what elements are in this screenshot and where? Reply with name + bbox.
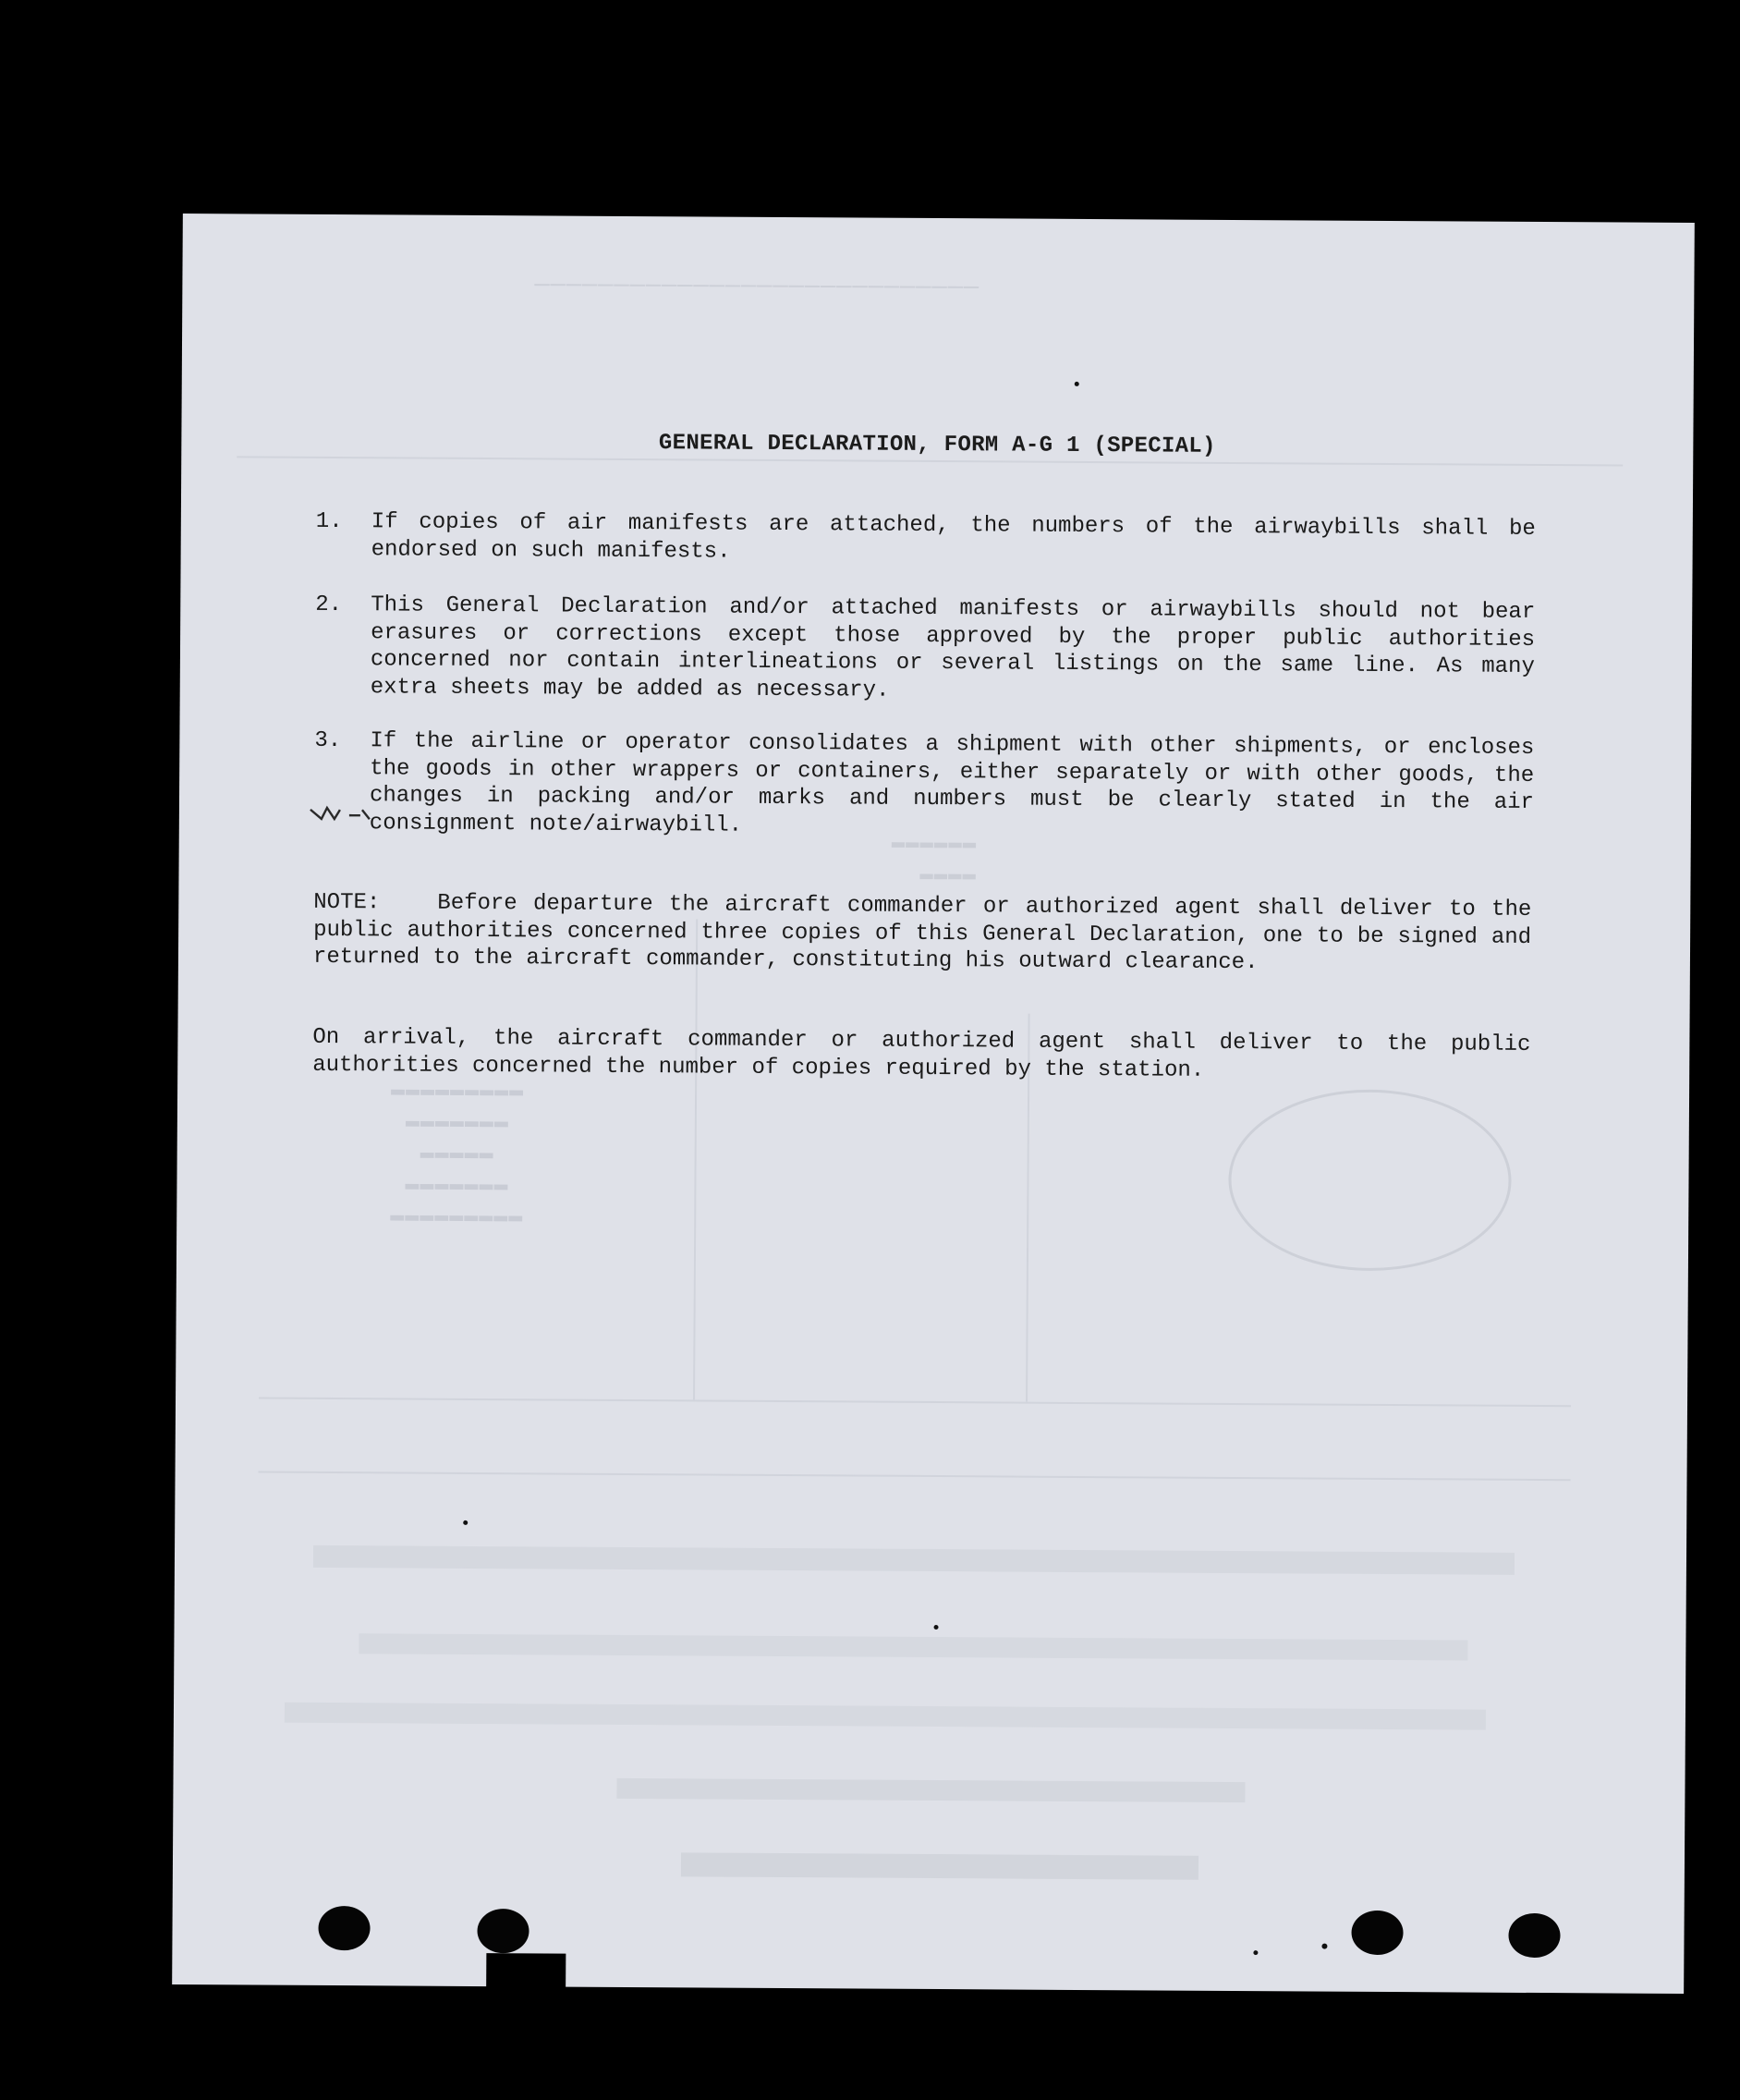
speck bbox=[463, 1520, 468, 1525]
torn-corner bbox=[486, 1953, 566, 2000]
speck bbox=[1253, 1950, 1258, 1955]
bleed-through-line bbox=[285, 1703, 1486, 1730]
bleed-through-line bbox=[313, 1545, 1515, 1575]
speck bbox=[1321, 1944, 1327, 1949]
arrival-paragraph: On arrival, the aircraft commander or authorized agent shall deliver to the public authorities concerned the number of copies required by the station. bbox=[312, 1024, 1531, 1083]
punch-hole bbox=[1351, 1911, 1403, 1955]
bleed-through-stamp-circle bbox=[1228, 1089, 1512, 1272]
document-sheet bbox=[172, 214, 1695, 1994]
note-label: NOTE: bbox=[313, 889, 381, 916]
punch-hole bbox=[318, 1906, 370, 1950]
item-number: 1. bbox=[315, 508, 343, 535]
item-number: 2. bbox=[315, 592, 343, 618]
instruction-item bbox=[315, 592, 1536, 708]
bleed-through-line bbox=[681, 1852, 1199, 1879]
bleed-through-line bbox=[359, 1633, 1467, 1660]
margin-mark-icon bbox=[309, 804, 373, 824]
bleed-through-stamp: ▬▬▬▬▬▬ ▬▬▬▬ bbox=[890, 830, 977, 888]
note-text: Before departure the aircraft commander or authorized agent shall deliver to the public authorities concerned three copies of this General Declaration, one to be signed and returned to the aircraft commander, constituting his outward clearance. bbox=[312, 890, 1532, 976]
instruction-item bbox=[314, 727, 1535, 844]
punch-hole bbox=[477, 1909, 529, 1953]
instruction-item bbox=[316, 508, 1536, 570]
item-text: If copies of air manifests are attached, the numbers of the airwaybills shall be endorsed on such manifests. bbox=[371, 509, 1536, 565]
item-text: This General Declaration and/or attached manifests or airwaybills should not bear erasures or corrections except those approved by the proper public authorities concerned nor contain interlineations or several listings on the same line. As many extra sheets may be added as necessary. bbox=[370, 592, 1536, 703]
bleed-through-stamp: ▬▬▬▬▬▬▬▬▬ ▬▬▬▬▬▬▬ ▬▬▬▬▬ ▬▬▬▬▬▬▬ ▬▬▬▬▬▬▬▬▬ bbox=[389, 1076, 524, 1230]
form-title: GENERAL DECLARATION, FORM A-G 1 (SPECIAL) bbox=[658, 431, 1216, 459]
speck bbox=[1075, 382, 1079, 386]
item-text: If the airline or operator consolidates a shipment with other shipments, or encloses the goods in other wrappers or containers, either separately or with other goods, the changes in packing and/or marks and numbers must be clearly stated in the air consignment note/airwaybill. bbox=[369, 728, 1535, 838]
punch-hole bbox=[1508, 1913, 1560, 1958]
bleed-through-heading: ──────────────────────────── bbox=[533, 273, 980, 304]
bleed-through-line bbox=[616, 1778, 1245, 1802]
bleed-through-rule bbox=[259, 1471, 1571, 1482]
note-paragraph bbox=[313, 889, 1532, 979]
bleed-through-rule bbox=[693, 919, 698, 1399]
speck bbox=[934, 1625, 939, 1630]
bleed-through-rule bbox=[259, 1398, 1571, 1408]
item-number: 3. bbox=[314, 727, 342, 754]
